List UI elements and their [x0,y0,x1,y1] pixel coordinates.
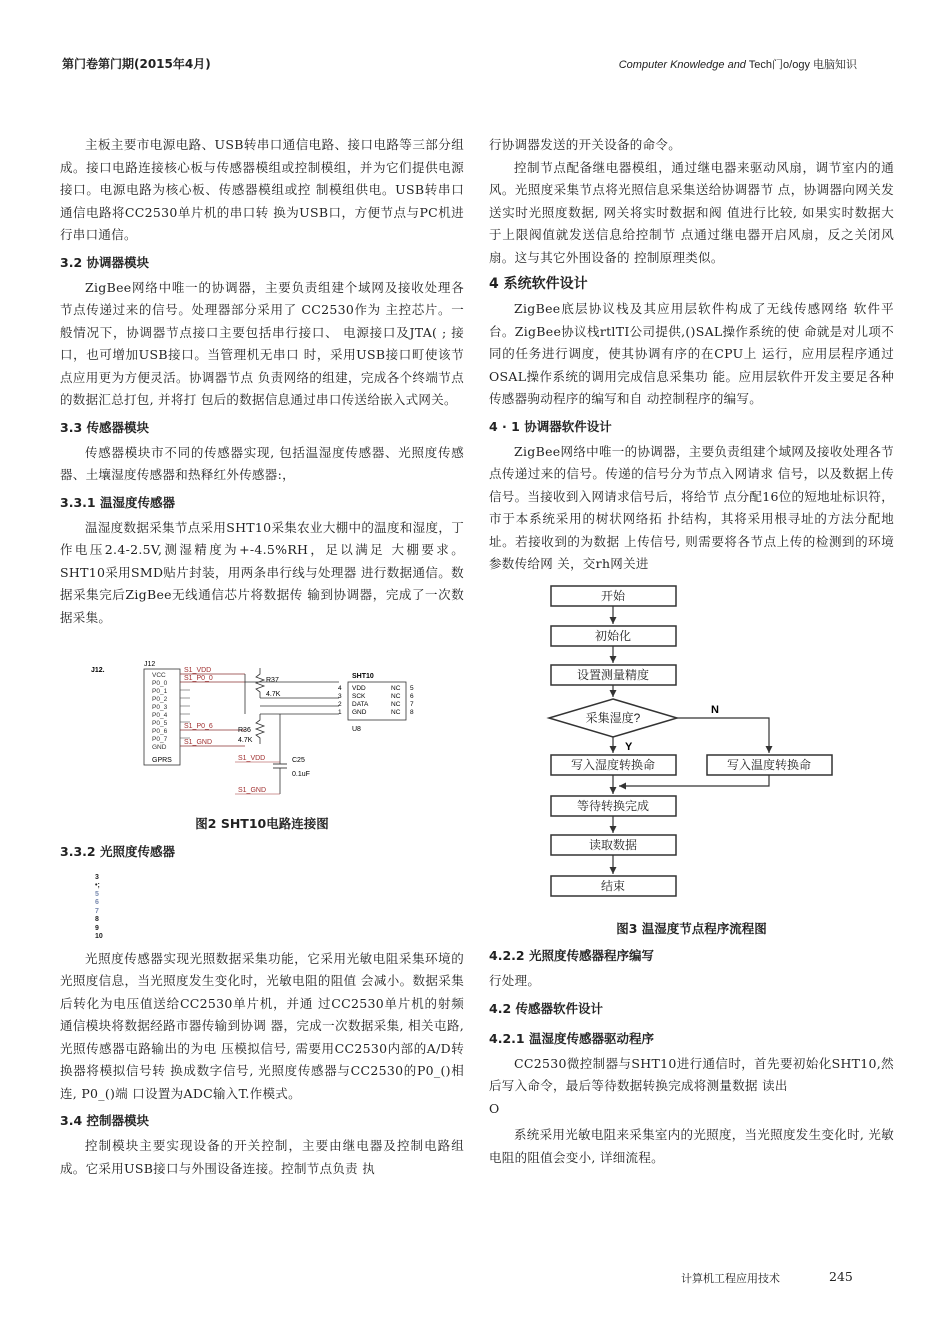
paragraph-control-node: 控制节点配备继电器模组，通过继电器来驱动风扇，调节室内的通风。光照度采集节点将光照信息采集送给协调器节 点，协调器向网关发送实时光照度数据, 网关将实时数据和阀 值进行比较, 如果实时数据大于上限阀值就发送信息给控制节 点通过继电器开启风扇，反之关闭风扇。这与其它外围设备的 控制原理类似。 [489,159,894,265]
net-s1-gnd: S1_GND [184,739,213,746]
sht10-nc-3: NC [391,701,401,708]
num-item: 9 [95,924,99,932]
flow-end-text: 结束 [600,878,626,893]
sht10-nc-num-6: 6 [410,693,414,700]
figure-2-caption: 图2 SHT10电路连接图 [195,816,329,831]
net-s1-p0-0: S1_P0_0 [184,675,213,682]
sht10-pin-num-3: 3 [338,693,342,700]
sht10-pin-data: DATA [352,701,369,708]
num-item: 5 [95,890,99,898]
running-header-journal [619,56,857,72]
sht10-pin-num-2: 2 [338,701,342,708]
right-column [489,134,894,1169]
sht10-pin-num-1: 1 [338,709,342,716]
num-item: •; [95,882,100,889]
c25-label: C25 [292,757,305,764]
j12-pin-p0-3: P0_3 [152,704,168,711]
paragraph-controller: 控制模块主要实现设备的开关控制，主要由继电器及控制电路组成。它采用USB接口与外围设备连接。控制节点负责 执 [60,1138,464,1176]
j12-pin-p0-4: P0_4 [152,712,168,719]
paragraph-sht10: 温湿度数据采集节点采用SHT10采集农业大棚中的温度和湿度，丁作电压2.4-2.5V,测湿精度为+-4.5%RH，足以满足 大棚要求。SHT10采用SMD贴片封装，用两条串行线与处理器 进行数据通信。数据采集完后ZigBee无线通信芯片将数据传 输到协调器，完成了一次数据采集。 [60,519,464,625]
j12-pin-p0-7: P0_7 [152,736,168,743]
num-item: 3 [95,873,99,881]
c25-value: 0.1uF [292,771,310,778]
number-list [95,866,464,948]
footer-journal: 计算机工程应用技术 [681,1272,780,1285]
j12-pin-vcc: VCC [152,672,166,679]
resistor-r36 [256,714,264,744]
paragraph-continued: 行协调器发送的开关设备的命令。 [489,137,682,152]
sht10-label: SHT10 [352,673,374,680]
sht10-nc-num-8: 8 [410,709,414,716]
heading-4-1: 4 · 1 协调器软件设计 [489,418,612,434]
heading-4-2: 4.2 传感器软件设计 [489,1000,603,1016]
flow-wait-text: 等待转换完成 [576,798,650,813]
paragraph-sht10-driver: CC2530微控制器与SHT10进行通信时，首先要初始化SHT10,然后写入命令，最后等待数据转换完成将测量数据 读出 [489,1055,894,1093]
paragraph-light-flow: 系统采用光敏电阻来采集室内的光照度，当光照度发生变化时, 光敏电阻的阻值会变小, 详细流程。 [489,1127,894,1165]
num-item: 6 [95,899,99,906]
num-item: 7 [95,907,99,915]
paragraph-coordinator-software: ZigBee网络中唯一的协调器，主要负责组建个域网及接收处理各节点传递过来的信号。传递的信号分为节点入网请求 信号，以及数据上传信号。当接收到入网请求信号后，将给节 点分配16位的短地址标识符，市于本系统采用的树状网络拓 扑结构，其将采用根寻址的方法分配地址。若接收到的为数据 上传信号, 则需要将各节点上传的检测到的环境参数传给网 关，交rh网关进 [489,443,894,571]
sht10-pin-gnd: GND [352,709,367,716]
net-s1-vdd-top: S1_VDD [184,667,212,674]
heading-3-3-2: 3.3.2 光照度传感器 [60,843,175,859]
r36-value: 4.7K [238,737,253,744]
heading-3-3: 3.3 传感器模块 [60,419,149,435]
net-s1-vdd-cap: S1_VDD [238,755,266,762]
net-s1-gnd-cap: S1_GND [238,787,267,794]
sht10-pin-sck: SCK [352,693,366,700]
sht10-nc-1: NC [391,685,401,692]
sht10-nc-num-7: 7 [410,701,414,708]
figure-flowchart [489,584,894,914]
paragraph-processing: 行处理。 [489,973,541,988]
page-number: 245 [829,1269,853,1284]
flow-no-label: N [711,703,719,716]
r37-value: 4.7K [266,691,281,698]
heading-4-2-1: 4.2.1 温湿度传感器驱动程序 [489,1030,654,1046]
flow-init-text: 初始化 [594,628,632,643]
net-s1-p0-6: S1_P0_6 [184,723,213,730]
j12-pin-p0-6: P0_6 [152,728,168,735]
r36-label: R36 [238,727,251,734]
sht10-pin-vdd: VDD [352,685,366,692]
j12-pin-p0-5: P0_5 [152,720,168,727]
j12-label: J12 [144,661,156,668]
j12-pin-gnd: GND [152,744,167,751]
flow-decision-text: 采集湿度? [585,710,641,725]
flow-write-humidity-text: 写入湿度转换命 [570,757,656,772]
flow-precision-text: 设置测量精度 [576,667,650,682]
heading-3-2: 3.2 协调器模块 [60,254,149,270]
flowchart-diagram [489,584,894,914]
figure-3-caption: 图3 温湿度节点程序流程图 [616,920,767,936]
sht10-nc-2: NC [391,693,401,700]
paragraph-light-sensor: 光照度传感器实现光照数据采集功能，它采用光敏电阻采集环境的光照度信息，当光照度发生变化时，光敏电阻的阻值 会减小。数据采集后转化为电压值送给CC2530单片机，并通 过CC2530单片机的射频通信模块将数据经路市器传输到协调 器，完成一次数据采集, 相关屯路, 光照传感器屯路输出的为电 压模拟信号, 需要用CC2530内部的A/D转换器将模拟信号转 换成数字信号, 光照度传感器与CC2530的P0_()相连, P0_()端 口设置为ADC输入T.作模式。 [60,950,464,1101]
flow-yes-label: Y [625,740,633,753]
r37-label: R37 [266,677,279,684]
flow-read-text: 读取数据 [588,837,638,852]
j12-side-label: J12. [91,667,105,674]
paragraph-coordinator: ZigBee网络中唯一的协调器，主要负责组建个域网及接收处理各节点传递过来的信号。处理器部分采用了 CC2530作为 主控芯片。一般情况下，协调器节点接口主要包括串行接口、 电源接口及JTA( ; 接口，也可增加USB接口。当管理机无串口 时，采用USB接口町使该节点应用更为方便灵活。协调器节点 负责网络的组建，完成各个终端节点的数据汇总打包, 并将打 包后的数据信息通过串口传送给嵌入式网关。 [60,279,464,407]
heading-3-4: 3.4 控制器模块 [60,1113,149,1128]
heading-4-2-2: 4.2.2 光照度传感器程序编写 [489,948,654,963]
journal-name-chinese: Tech门o/ogy 电脑知识 [748,59,857,71]
flow-start-text: 开始 [600,588,626,603]
heading-4: 4 系统软件设计 [489,276,588,292]
running-header-issue: 第门卷第门期(2015年4月) [62,57,211,71]
j12-pin-p0-1: P0_1 [152,688,168,695]
num-item: 8 [95,916,99,923]
left-column [60,134,464,1180]
heading-3-3-1: 3.3.1 温湿度传感器 [60,494,175,510]
sht10-pin-num-4: 4 [338,685,342,692]
paragraph-o: O [489,1100,500,1116]
flow-write-temperature-text: 写入温度转换命 [726,757,812,772]
j12-pin-p0-2: P0_2 [152,696,168,703]
paragraph-mainboard: 主板主要市电源电路、USB转串口通信电路、接口电路等三部分组成。接口电路连接核心板与传感器模组或控制模组，并为它们提供电源接口。电源电路为核心板、传感器模组或控 制模组供电。USB转串口通信电路将CC2530单片机的串口转 换为USB口，方便节点与PC机进行串口通信。 [60,137,464,242]
gprs-label: GPRS [152,757,172,764]
figure-sht10-circuit [60,644,464,809]
paragraph-sensor-module: 传感器模块市不同的传感器实现, 包括温湿度传感器、光照度传感器、土壤湿度传感器和热释红外传感器:， [60,444,464,482]
sht10-nc-4: NC [391,709,401,716]
sht10-nc-num-5: 5 [410,685,414,692]
u8-label: U8 [352,726,361,733]
paragraph-software: ZigBee底层协议栈及其应用层软件构成了无线传感网络 软件平台。ZigBee协议栈rtlTI公司提供,()SAL操作系统的使 命就是对儿项不同的任务进行调度，使其协调有序的在CPU上 运行，应用层程序通过OSAL操作系统的调用完成信息采集功 能。应用层软件开发主要足各种传感器驹动程序的编写和自 动控制程序的编写。 [489,301,894,406]
num-item: 10 [95,933,103,940]
sht10-circuit-diagram [60,644,464,809]
j12-pin-p0-0: P0_0 [152,680,168,687]
journal-name-english: Computer Knowledge and [618,59,746,71]
resistor-r37 [256,668,264,698]
